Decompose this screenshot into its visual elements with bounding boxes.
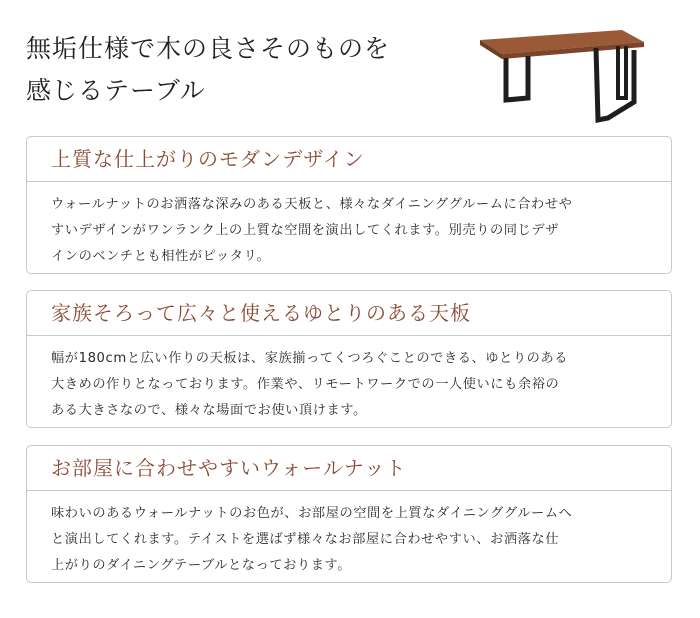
hero-section xyxy=(0,0,700,130)
feature-title: お部屋に合わせやすいウォールナット xyxy=(27,446,671,491)
description-line: インのベンチとも相性がピッタリ。 xyxy=(51,249,271,264)
dining-table-image xyxy=(474,28,644,124)
table-left-leg xyxy=(506,56,528,100)
feature-card xyxy=(26,290,672,428)
feature-card xyxy=(26,136,672,274)
feature-title: 上質な仕上がりのモダンデザイン xyxy=(27,137,671,182)
description-line: ある大きさなので、様々な場面でお使い頂けます。 xyxy=(51,403,367,418)
description-line: 幅が180cmと広い作りの天板は、家族揃ってくつろぐことのできる、ゆとりのある xyxy=(51,351,569,366)
table-back-leg xyxy=(618,46,626,98)
description-line: すいデザインがワンランク上の上質な空間を演出してくれます。別売りの同じデザ xyxy=(51,223,559,238)
feature-card xyxy=(26,445,672,583)
description-line: 大きめの作りとなっております。作業や、リモートワークでの一人使いにも余裕の xyxy=(51,377,560,392)
headline-line: 無垢仕様で木の良さそのものを xyxy=(26,34,391,63)
headline-line: 感じるテーブル xyxy=(26,76,206,105)
description-line: 味わいのあるウォールナットのお色が、お部屋の空間を上質なダイニンググルームへ xyxy=(51,506,573,521)
feature-description xyxy=(27,336,671,424)
description-line: ウォールナットのお洒落な深みのある天板と、様々なダイニンググルームに合わせや xyxy=(51,197,573,212)
table-right-leg xyxy=(596,48,634,120)
feature-description xyxy=(27,182,671,270)
feature-title: 家族そろって広々と使えるゆとりのある天板 xyxy=(27,291,671,336)
feature-description xyxy=(27,491,671,579)
description-line: 上がりのダイニングテーブルとなっております。 xyxy=(51,558,352,573)
description-line: と演出してくれます。テイストを選ばず様々なお部屋に合わせやすい、お洒落な仕 xyxy=(51,532,560,547)
page-headline xyxy=(26,28,390,112)
